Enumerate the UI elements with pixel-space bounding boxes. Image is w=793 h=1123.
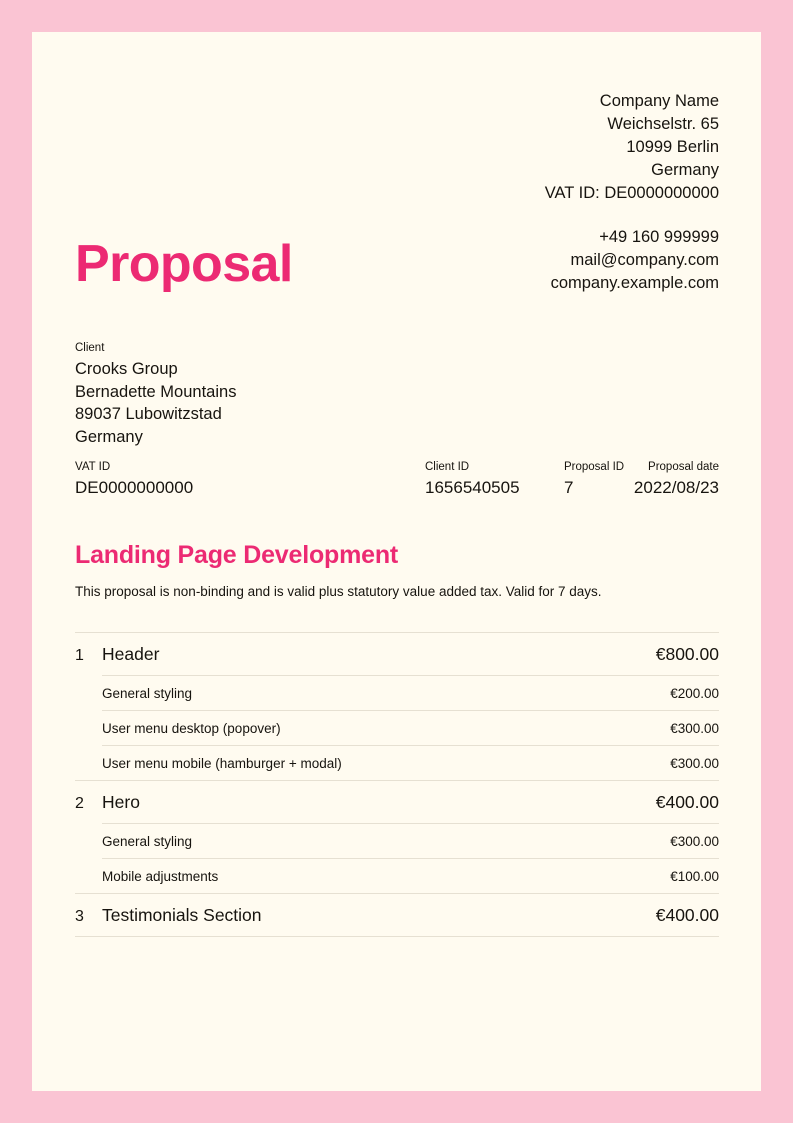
section-name: Testimonials Section (102, 904, 262, 925)
meta-proposal-date-label: Proposal date (648, 461, 719, 473)
meta-proposal-id-value: 7 (564, 478, 574, 497)
page-title: Proposal (75, 235, 293, 293)
meta-vat-id (75, 460, 193, 499)
table-row (75, 632, 719, 675)
meta-vat-id-value: DE0000000000 (75, 478, 194, 497)
section-price: €800.00 (655, 643, 719, 664)
meta-client-id-label: Client ID (425, 461, 470, 473)
meta-client-id-value: 1656540505 (425, 478, 520, 497)
table-subrow (102, 675, 719, 710)
meta-proposal-id-label: Proposal ID (564, 461, 625, 473)
meta-proposal-date (634, 460, 719, 499)
section-number: 2 (75, 794, 84, 812)
table-bottom-rule (75, 936, 719, 937)
table-subrow (102, 745, 719, 780)
project-note: This proposal is non-binding and is valid plus statutory value added tax. Valid for 7 days. (75, 584, 602, 599)
line-items-table (75, 632, 719, 937)
meta-proposal-date-value: 2022/08/23 (633, 478, 719, 497)
meta-vat-id-label: VAT ID (75, 461, 111, 473)
section-name: Hero (102, 791, 140, 812)
section-name: Header (102, 643, 160, 664)
subitem-name: User menu mobile (hamburger + modal) (102, 755, 342, 771)
section-label-group (75, 644, 159, 665)
table-row (75, 780, 719, 823)
company-street: Weichselstr. 65 (607, 115, 719, 133)
subitem-price: €300.00 (670, 755, 719, 771)
subitem-price: €100.00 (670, 868, 719, 884)
client-address-block (75, 340, 236, 448)
subitem-name: General styling (102, 685, 193, 701)
company-country: Germany (651, 161, 719, 179)
table-row (75, 893, 719, 936)
section-price: €400.00 (655, 791, 719, 812)
table-subrow (102, 710, 719, 745)
subitem-name: User menu desktop (popover) (102, 720, 281, 736)
meta-proposal-id (564, 460, 624, 499)
subitem-price: €300.00 (670, 720, 719, 736)
company-address-block (545, 90, 719, 205)
company-phone: +49 160 999999 (599, 228, 719, 246)
table-subrow (102, 823, 719, 858)
company-city: 10999 Berlin (626, 138, 719, 156)
company-contact-block (551, 226, 719, 295)
company-name: Company Name (599, 92, 719, 110)
project-title: Landing Page Development (75, 541, 399, 569)
table-subrow (102, 858, 719, 893)
client-label: Client (75, 342, 105, 354)
client-address: 89037 Lubowitzstad (75, 405, 222, 423)
client-contact: Bernadette Mountains (75, 382, 237, 401)
subitem-price: €200.00 (670, 685, 719, 701)
subitem-name: Mobile adjustments (102, 868, 219, 884)
company-email: mail@company.com (570, 251, 719, 269)
proposal-page (32, 32, 761, 1091)
section-label-group (75, 792, 140, 813)
meta-client-id (425, 460, 520, 499)
section-price: €400.00 (655, 904, 719, 925)
proposal-meta-row (75, 460, 719, 504)
company-vat-id: VAT ID: DE0000000000 (544, 184, 719, 202)
subitem-name: General styling (102, 833, 193, 849)
section-label-group (75, 905, 262, 926)
subitem-price: €300.00 (670, 833, 719, 849)
client-country: Germany (75, 427, 143, 446)
client-company: Crooks Group (75, 360, 178, 378)
company-website: company.example.com (550, 274, 719, 292)
section-number: 3 (75, 907, 84, 925)
section-number: 1 (75, 646, 84, 664)
